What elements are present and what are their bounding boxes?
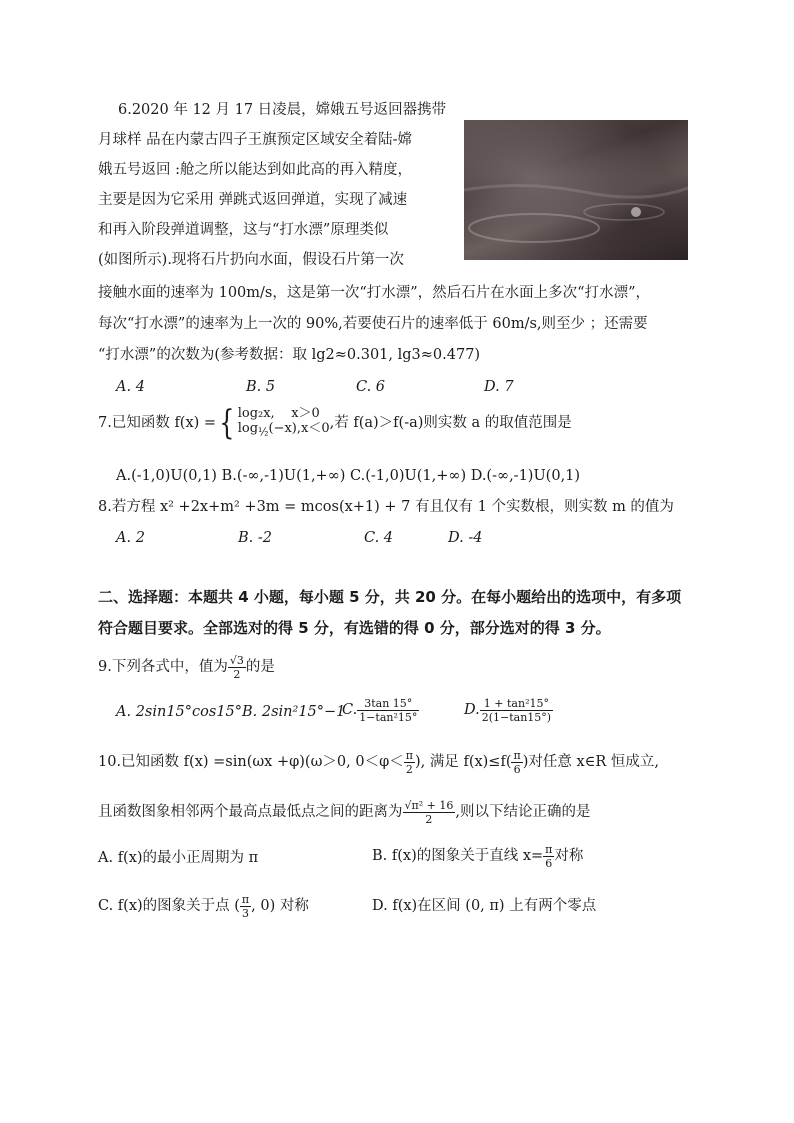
q7-suffix: ,若 f(a)＞f(-a)则实数 a 的取值范围是 — [329, 415, 572, 431]
q6-line-2: 月球样 品在内蒙古四子王旗预定区域安全着陆-嫦 — [98, 132, 413, 148]
q10-optc-pre: C. f(x)的图象关于点 ( — [98, 898, 240, 914]
q9-optd-num: 1 + tan²15° — [480, 697, 553, 711]
q10-line1-mid: ), 满足 f(x)≤f( — [414, 754, 512, 770]
q6-line-7: 接触水面的速率为 100m/s，这是第一次“打水漂”，然后石片在水面上多次“打水漂”， — [98, 285, 651, 301]
q9-optc-den: 1−tan²15° — [359, 710, 418, 724]
q9-option-c-label: C. — [342, 702, 358, 718]
q6-line-4: 主要是因为它采用 弹跳式返回弹道，实现了减速 — [98, 192, 408, 208]
q6-line-9: “打水漂”的次数为(参考数据：取 lg2≈0.301, lg3≈0.477) — [98, 347, 481, 363]
q9-stem-fraction — [228, 654, 246, 681]
q10-optb-fraction — [543, 843, 554, 870]
q10-line1-post: )对任意 x∈R 恒成立, — [522, 754, 660, 770]
q9-stem-pre: 9.下列各式中，值为 — [98, 659, 228, 675]
q7-case-1 — [238, 406, 330, 421]
q9-option-b: B. 2sin²15°−1 — [242, 704, 346, 720]
q9-option-c-fraction — [357, 697, 419, 724]
q10-line2-post: ,则以下结论正确的是 — [455, 804, 591, 820]
q10-distance-fraction — [403, 799, 456, 826]
q7-brace: { — [219, 403, 235, 443]
q10-line1-pre: 10.已知函数 f(x) =sin(ωx +φ)(ω＞0, 0＜φ＜ — [98, 754, 404, 770]
q10-pi-num-2: π — [513, 748, 521, 762]
q10-pi-over-6 — [511, 749, 522, 776]
q9-option-a: A. 2sin15°cos15° — [116, 704, 243, 720]
q7-case2-sub: ½ — [258, 425, 269, 439]
q6-line-3: 娥五号返回 :舱之所以能达到如此高的再入精度， — [98, 162, 412, 178]
q6-line-5: 和再入阶段弹道调整，这与“打水漂”原理类似 — [98, 222, 389, 238]
q10-dist-num: √π² + 16 — [404, 798, 454, 812]
q9-frac-num: √3 — [229, 653, 244, 667]
q6-line-1: 6.2020 年 12 月 17 日凌晨，嫦娥五号返回器携带 — [118, 102, 447, 118]
q9-optd-den: 2(1−tan15°) — [481, 710, 552, 724]
q6-option-a: A. 4 — [116, 379, 145, 395]
q6-option-d: D. 7 — [484, 379, 514, 395]
q8-option-a: A. 2 — [116, 530, 145, 546]
q10-dist-den: 2 — [425, 812, 433, 826]
q7-case1-cond: x＞0 — [291, 406, 320, 422]
q7-case2-expr: log — [237, 421, 259, 437]
q9-option-d — [464, 692, 553, 728]
q8-option-b: B. -2 — [238, 530, 272, 546]
section2-heading-line-1: 二、选择题：本题共 4 小题，每小题 5 分，共 20 分。在每小题给出的选项中，有多项 — [98, 588, 682, 606]
q10-option-b — [372, 838, 583, 874]
q9-option-c — [342, 692, 419, 728]
q10-option-d: D. f(x)在区间 (0, π) 上有两个零点 — [372, 898, 597, 914]
q9-stem-post: 的是 — [245, 659, 275, 675]
q8-option-d: D. -4 — [448, 530, 483, 546]
q10-optb-pi: π — [545, 842, 553, 856]
q9-optc-num: 3tan 15° — [357, 697, 419, 711]
q10-line-1 — [98, 744, 659, 780]
q7-cases — [238, 406, 330, 440]
q7-prefix: 7.已知函数 f(x) = — [98, 415, 217, 431]
q6-option-c: C. 6 — [356, 379, 386, 395]
q9-frac-den: 2 — [233, 667, 241, 681]
q10-optc-post: , 0) 对称 — [251, 898, 309, 914]
q10-pi-num-1: π — [405, 748, 413, 762]
q7-case2-rest: (−x),x＜0 — [268, 421, 330, 437]
q7-case-2 — [238, 421, 330, 440]
q10-optb-post: 对称 — [554, 848, 584, 864]
q10-optc-pi: π — [241, 892, 250, 906]
q9-option-d-label: D. — [464, 702, 480, 718]
q6-line-8: 每次“打水漂”的速率为上一次的 90%,若要使石片的速率低于 60m/s,则至少 ；还需要 — [98, 316, 648, 332]
q10-option-a: A. f(x)的最小正周期为 π — [98, 850, 259, 866]
q8-stem: 8.若方程 x² +2x+m² +3m = mcos(x+1) + 7 有且仅有 1 个实数根，则实数 m 的值为 — [98, 499, 674, 515]
q10-optb-six: 6 — [545, 856, 553, 870]
q10-optc-fraction — [240, 893, 251, 920]
q10-optb-pre: B. f(x)的图象关于直线 x= — [372, 848, 544, 864]
q10-line-2 — [98, 794, 590, 830]
q6-line-6: (如图所示).现将石片扔向水面，假设石片第一次 — [98, 252, 404, 268]
q10-option-c — [98, 888, 309, 924]
q7-case1-expr: log₂x, — [237, 406, 275, 422]
q10-two-den: 2 — [405, 762, 413, 776]
q9-stem — [98, 652, 275, 682]
q9-option-d-fraction — [480, 697, 553, 724]
q10-six-den: 6 — [513, 762, 521, 776]
stone-skipping-photo — [464, 120, 688, 260]
q10-optc-three: 3 — [242, 906, 250, 920]
q7-options: A.(-1,0)U(0,1) B.(-∞,-1)U(1,+∞) C.(-1,0)U(1,+∞) D.(-∞,-1)U(0,1) — [116, 468, 581, 484]
q8-option-c: C. 4 — [364, 530, 394, 546]
q10-pi-over-2 — [404, 749, 415, 776]
section2-heading-line-2: 符合题目要求。全部选对的得 5 分，有选错的得 0 分，部分选对的得 3 分。 — [98, 619, 611, 637]
q7-stem — [98, 405, 572, 441]
q10-line2-pre: 且函数图象相邻两个最高点最低点之间的距离为 — [98, 804, 403, 820]
q6-option-b: B. 5 — [246, 379, 276, 395]
